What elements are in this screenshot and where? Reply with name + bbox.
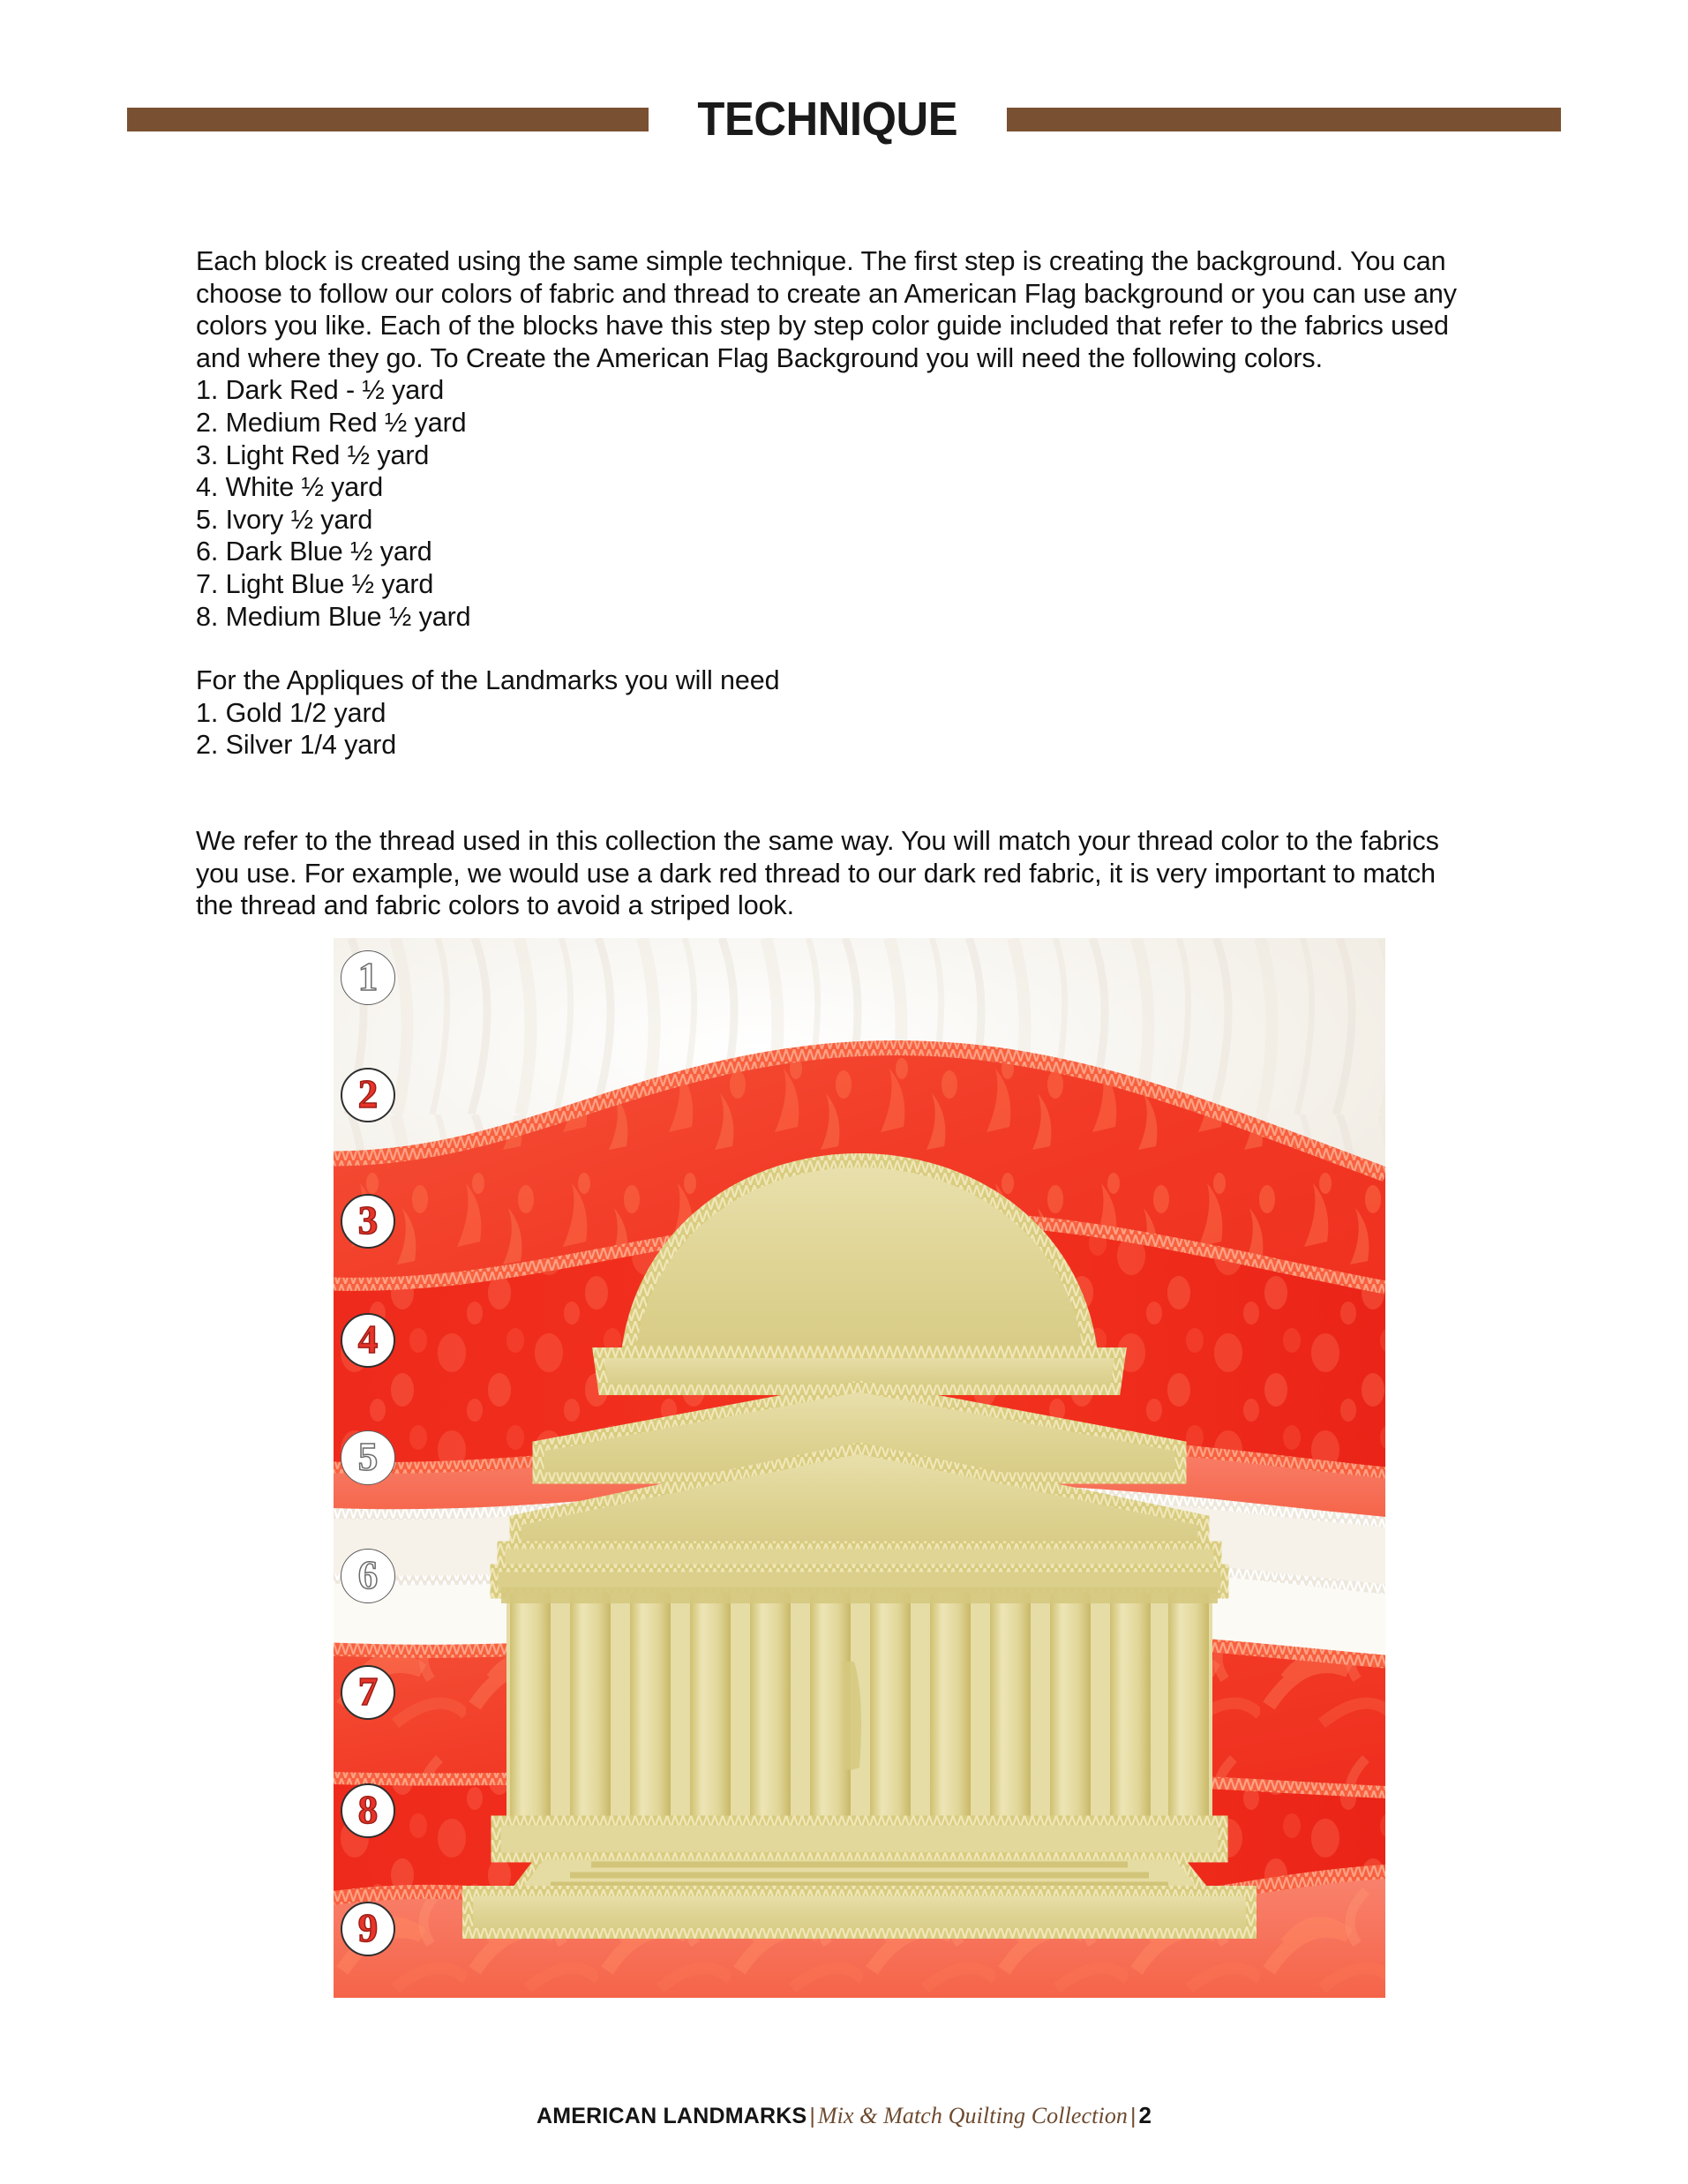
list-item: 8. Medium Blue ½ yard [196, 601, 471, 632]
list-item: 2. Medium Red ½ yard [196, 407, 467, 438]
footer-separator-2: | [1130, 2104, 1137, 2128]
list-item: 1. Gold 1/2 yard [196, 697, 386, 728]
page-footer [0, 2102, 1688, 2129]
quilt-block-photo [334, 938, 1385, 1998]
step-marker-1 [341, 950, 395, 1005]
header-rule-left [127, 108, 649, 131]
step-marker-5 [341, 1430, 395, 1485]
step-number: 8 [357, 1787, 379, 1832]
step-number: 4 [357, 1317, 379, 1362]
applique-heading: For the Appliques of the Landmarks you will need [196, 665, 780, 696]
step-number: 5 [357, 1434, 379, 1479]
spacer [196, 762, 1475, 825]
page-title: TECHNIQUE [697, 93, 958, 146]
list-item: 1. Dark Red - ½ yard [196, 375, 445, 406]
step-number: 6 [357, 1552, 379, 1597]
step-marker-6 [341, 1549, 395, 1603]
step-number: 3 [357, 1197, 379, 1242]
thread-paragraph: We refer to the thread used in this collection the same way. You will match your thread color to the fabrics you use. For example, we would use a dark red thread to our dark red fabric, it is very important to match the thread and fabric colors to avoid a striped look. [196, 825, 1439, 921]
step-number: 9 [357, 1905, 379, 1950]
list-item: 6. Dark Blue ½ yard [196, 537, 432, 567]
step-number: 1 [357, 954, 379, 999]
step-number: 7 [357, 1669, 379, 1714]
list-item: 5. Ivory ½ yard [196, 504, 373, 535]
step-marker-9 [341, 1902, 395, 1956]
step-marker-2 [341, 1068, 395, 1122]
step-marker-7 [341, 1665, 395, 1720]
step-marker-8 [341, 1783, 395, 1838]
step-marker-3 [341, 1194, 395, 1249]
footer-subtitle: Mix & Match Quilting Collection [817, 2103, 1129, 2128]
list-item: 4. White ½ yard [196, 472, 384, 503]
background-color-list [196, 374, 1475, 633]
spacer [196, 633, 1475, 664]
content-body [196, 245, 1475, 922]
step-number: 2 [357, 1071, 379, 1116]
footer-separator-1: | [809, 2104, 815, 2128]
header-rule-right [1007, 108, 1561, 131]
intro-paragraph: Each block is created using the same simple technique. The first step is creating the background. You can choose to follow our colors of fabric and thread to create an American Flag background or you can use any colors you like. Each of the blocks have this step by step color guide included that refer to the fabrics used and where they go. To Create the American Flag Background you will need the following colors. [196, 246, 1457, 373]
footer-page-number: 2 [1138, 2102, 1152, 2128]
list-item: 2. Silver 1/4 yard [196, 730, 397, 761]
footer-title: AMERICAN LANDMARKS [536, 2104, 807, 2128]
list-item: 7. Light Blue ½ yard [196, 568, 434, 599]
page-header [0, 93, 1688, 146]
list-item: 3. Light Red ½ yard [196, 439, 430, 470]
applique-color-list [196, 697, 1475, 762]
quilt-illustration [334, 938, 1385, 1998]
step-marker-4 [341, 1313, 395, 1368]
